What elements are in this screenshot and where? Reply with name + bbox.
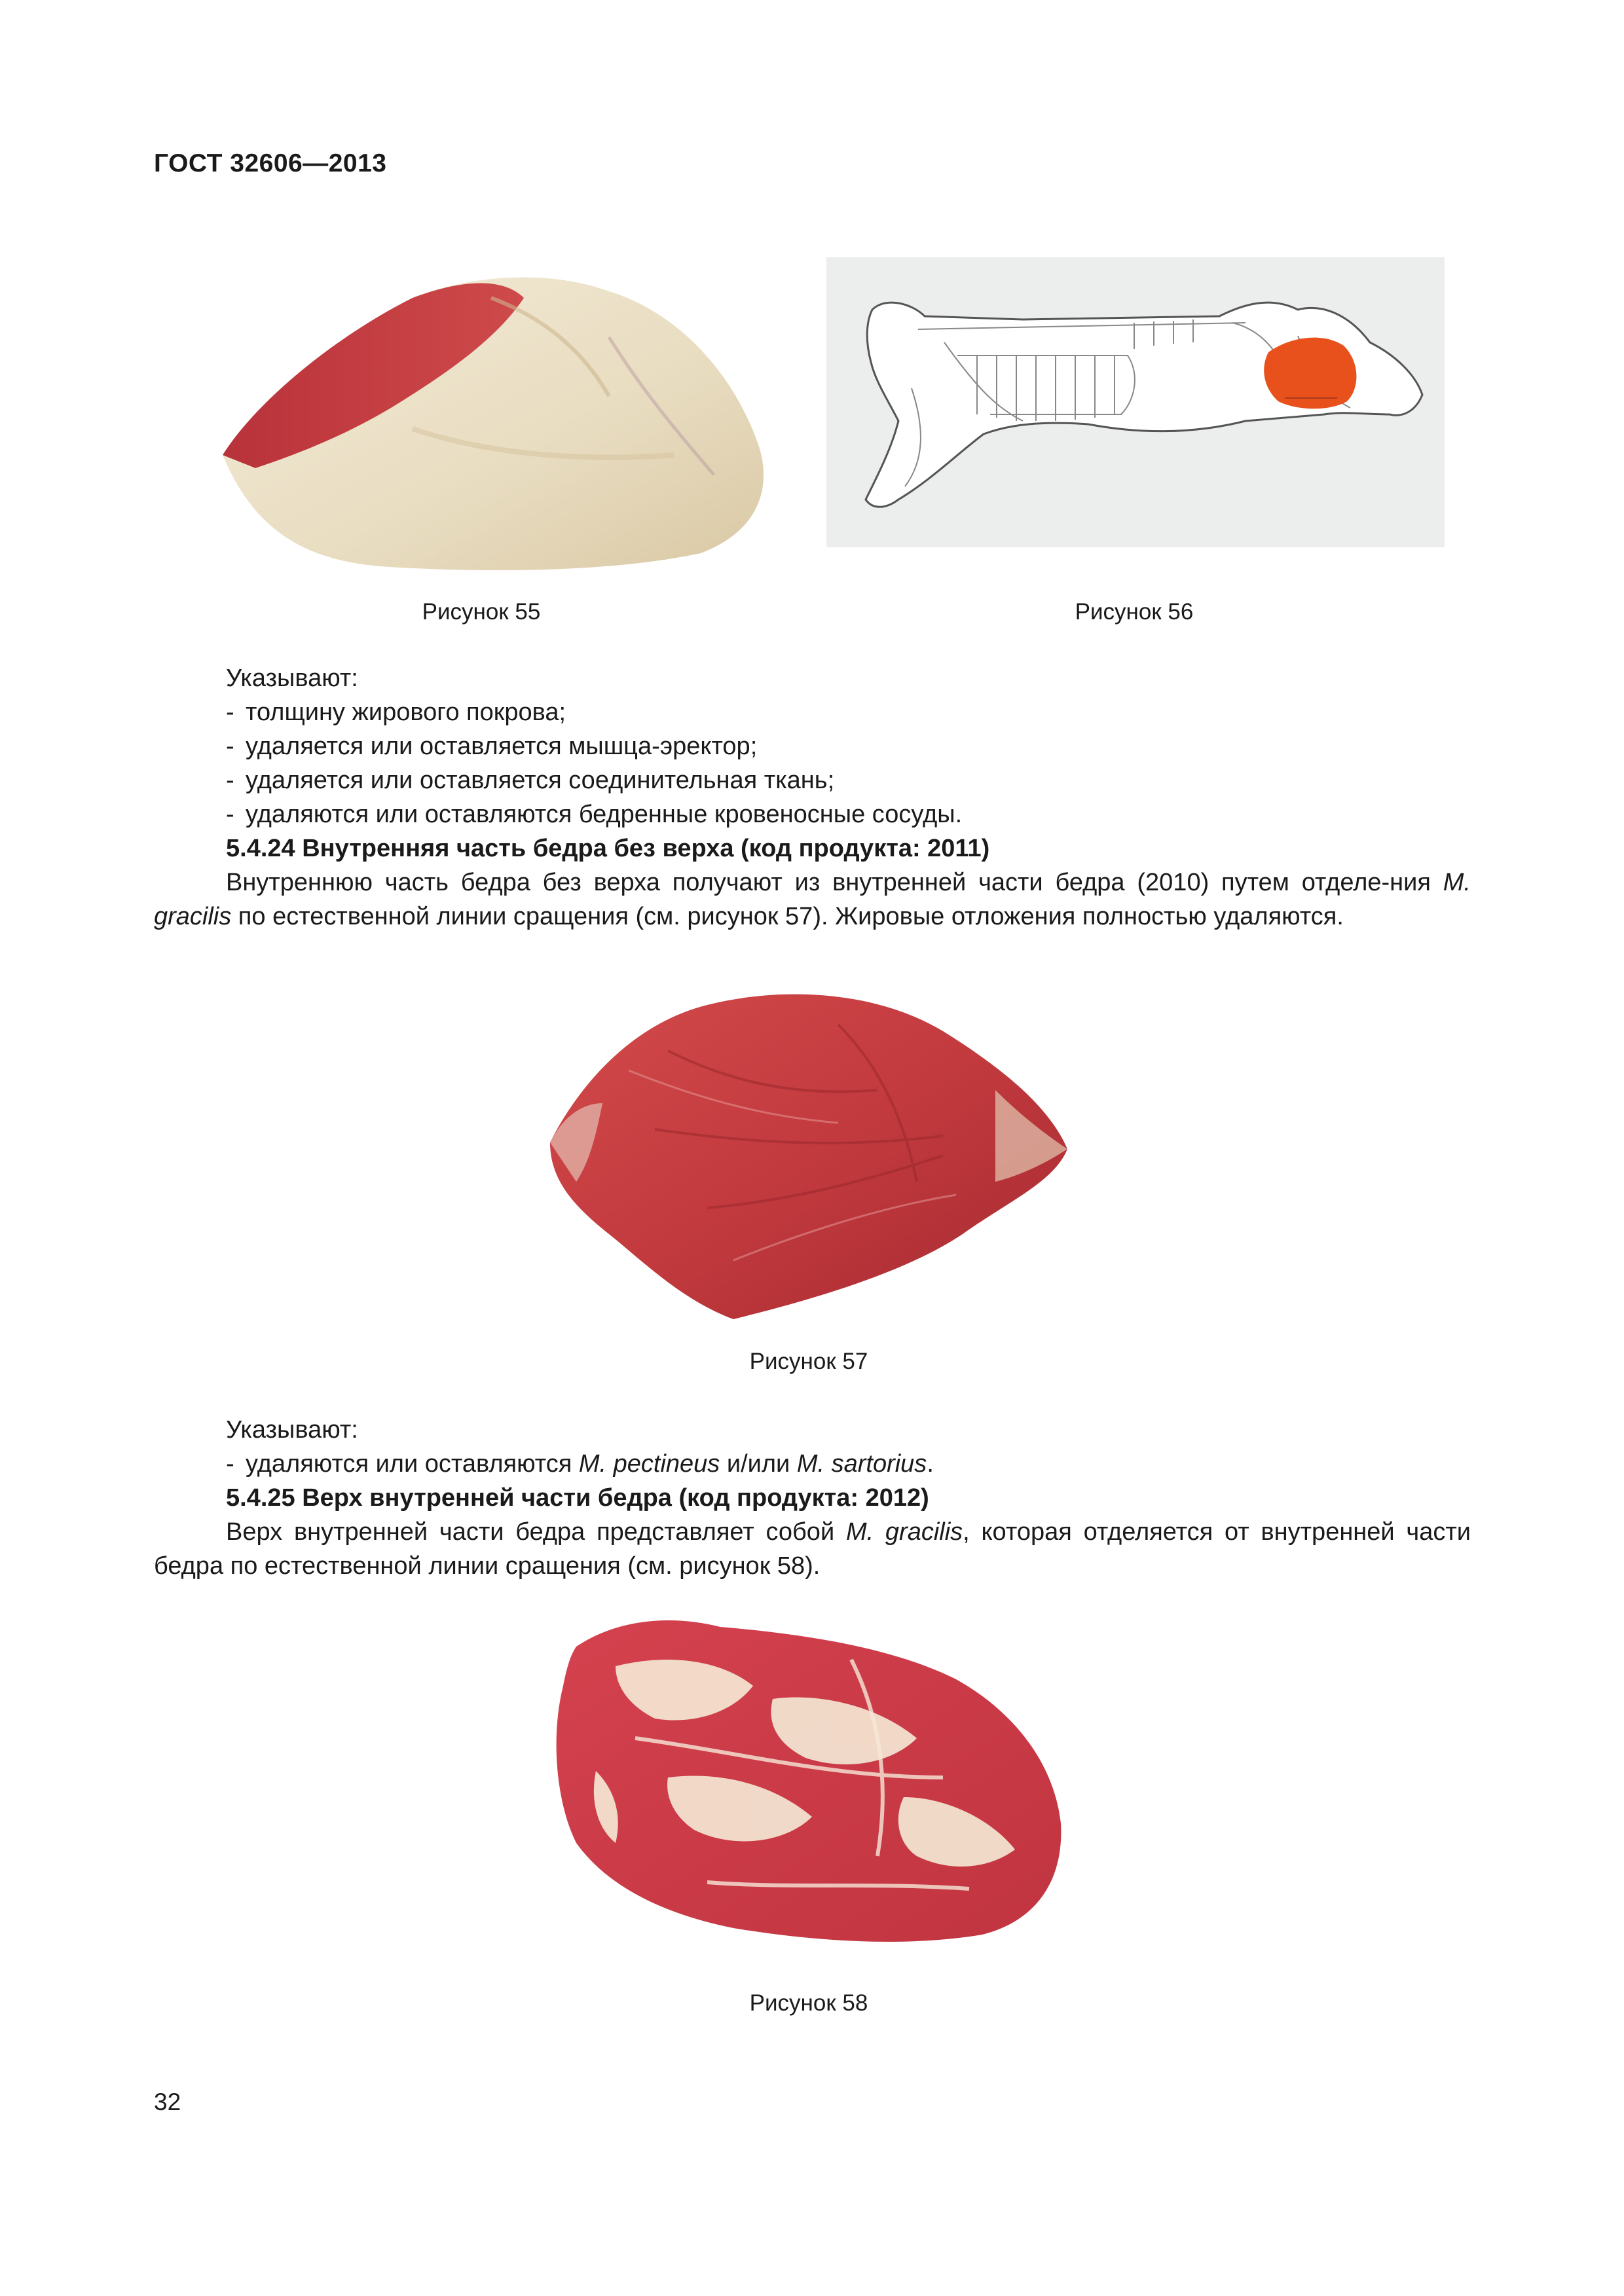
figure-55-caption: Рисунок 55 <box>422 599 541 625</box>
section-heading-5-4-25: 5.4.25 Верх внутренней части бедра (код продукта: 2012) <box>226 1484 929 1512</box>
list-intro: Указывают: <box>226 1416 358 1444</box>
list-item: - удаляется или оставляется соединительная ткань; <box>226 767 835 794</box>
document-header: ГОСТ 32606—2013 <box>154 149 387 177</box>
figure-58-photo <box>537 1607 1067 1948</box>
section-body-5-4-25: Верх внутренней части бедра представляет собой M. gracilis, которая отделяется от внутренней части бедра по естественной линии сращения (см. рисунок 58). <box>154 1518 1471 1580</box>
list-item: - удаляется или оставляется мышца-эректор; <box>226 733 758 760</box>
list-item: - толщину жирового покрова; <box>226 699 566 726</box>
list-intro: Указывают: <box>226 665 358 692</box>
figure-58-caption: Рисунок 58 <box>749 1990 868 2016</box>
section-heading-5-4-24: 5.4.24 Внутренняя часть бедра без верха (код продукта: 2011) <box>226 835 990 862</box>
section-body-5-4-24: Внутреннюю часть бедра без верха получают из внутренней части бедра (2010) путем отделе-ния M. gracilis по естественной линии сращения (см. рисунок 57). Жировые отложения полностью удаляются. <box>154 869 1471 930</box>
figure-57-caption: Рисунок 57 <box>749 1349 868 1374</box>
figure-55-photo <box>216 259 779 573</box>
figure-57-photo <box>537 985 1080 1326</box>
list-item: - удаляются или оставляются бедренные кровеносные сосуды. <box>226 801 963 828</box>
figure-56-carcass-diagram <box>826 257 1445 547</box>
page-number: 32 <box>154 2088 181 2115</box>
figure-56-caption: Рисунок 56 <box>1075 599 1194 625</box>
list-item: - удаляются или оставляются M. pectineus и/или M. sartorius. <box>226 1450 934 1478</box>
